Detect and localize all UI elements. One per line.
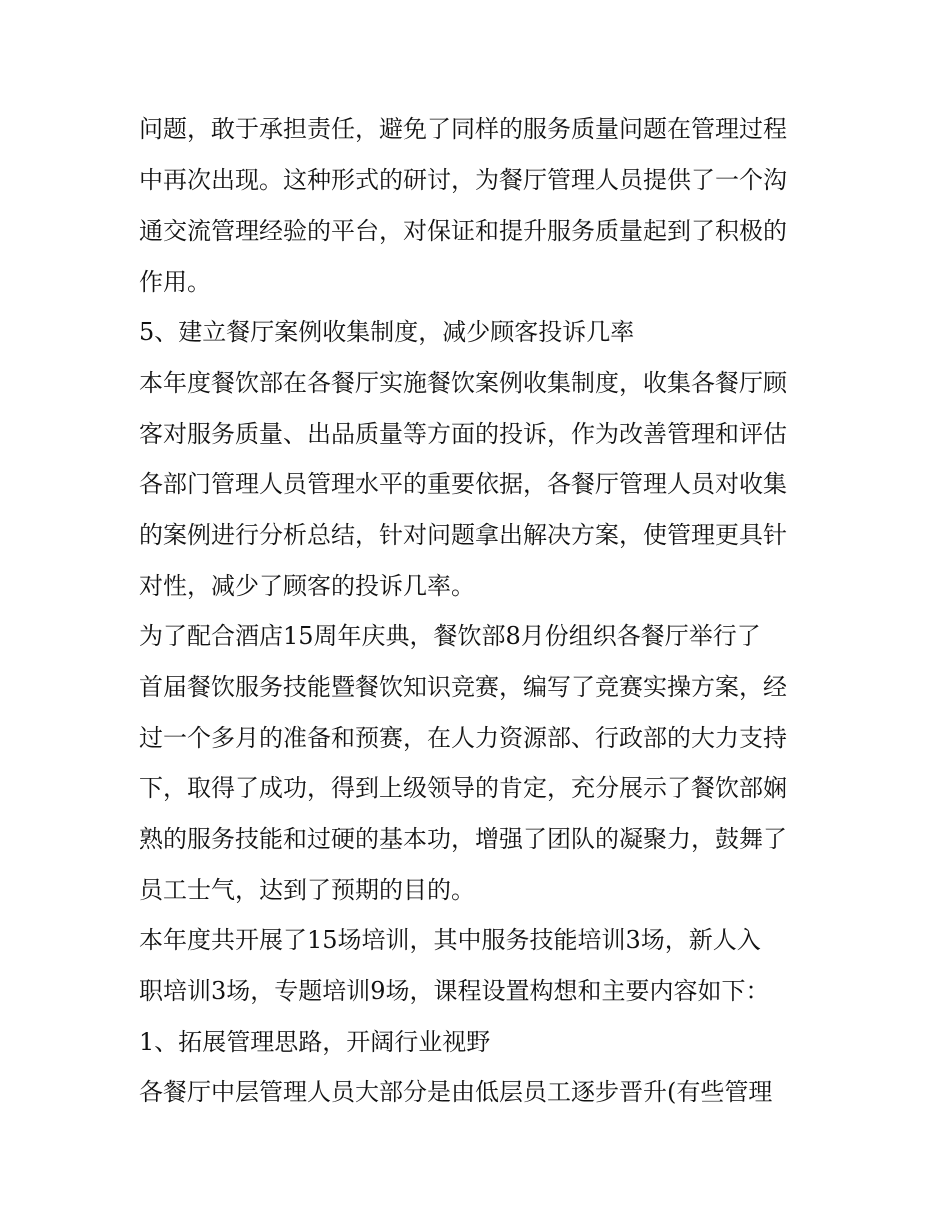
text-line: 作用。 xyxy=(139,268,211,296)
section-heading: 1、拓展管理思路，开阔行业视野 xyxy=(139,1028,491,1056)
text-line: 员工士气，达到了预期的目的。 xyxy=(139,876,475,904)
text-line: 职培训3场，专题培训9场，课程设置构想和主要内容如下： xyxy=(139,977,770,1005)
text-line: 本年度餐饮部在各餐厅实施餐饮案例收集制度，收集各餐厅顾 xyxy=(139,369,787,397)
text-line: 各餐厅中层管理人员大部分是由低层员工逐步晋升(有些管理 xyxy=(139,1078,773,1106)
text-line: 的案例进行分析总结，针对问题拿出解决方案，使管理更具针 xyxy=(139,521,787,549)
text-line: 为了配合酒店15周年庆典，餐饮部8月份组织各餐厅举行了 xyxy=(139,622,761,650)
text-line: 下，取得了成功，得到上级领导的肯定，充分展示了餐饮部娴 xyxy=(139,774,787,802)
text-line: 本年度共开展了15场培训，其中服务技能培训3场，新人入 xyxy=(139,926,761,954)
text-line: 中再次出现。这种形式的研讨，为餐厅管理人员提供了一个沟 xyxy=(139,166,787,194)
text-line: 通交流管理经验的平台，对保证和提升服务质量起到了积极的 xyxy=(139,217,787,245)
text-line: 问题，敢于承担责任，避免了同样的服务质量问题在管理过程 xyxy=(139,115,787,143)
text-line: 过一个多月的准备和预赛，在人力资源部、行政部的大力支持 xyxy=(139,724,787,752)
text-line: 熟的服务技能和过硬的基本功，增强了团队的凝聚力，鼓舞了 xyxy=(139,825,787,853)
text-line: 各部门管理人员管理水平的重要依据，各餐厅管理人员对收集 xyxy=(139,470,787,498)
text-line: 客对服务质量、出品质量等方面的投诉，作为改善管理和评估 xyxy=(139,420,787,448)
text-line: 对性，减少了顾客的投诉几率。 xyxy=(139,572,475,600)
section-heading: 5、建立餐厅案例收集制度，减少顾客投诉几率 xyxy=(139,318,635,346)
text-line: 首届餐饮服务技能暨餐饮知识竞赛，编写了竞赛实操方案，经 xyxy=(139,673,787,701)
